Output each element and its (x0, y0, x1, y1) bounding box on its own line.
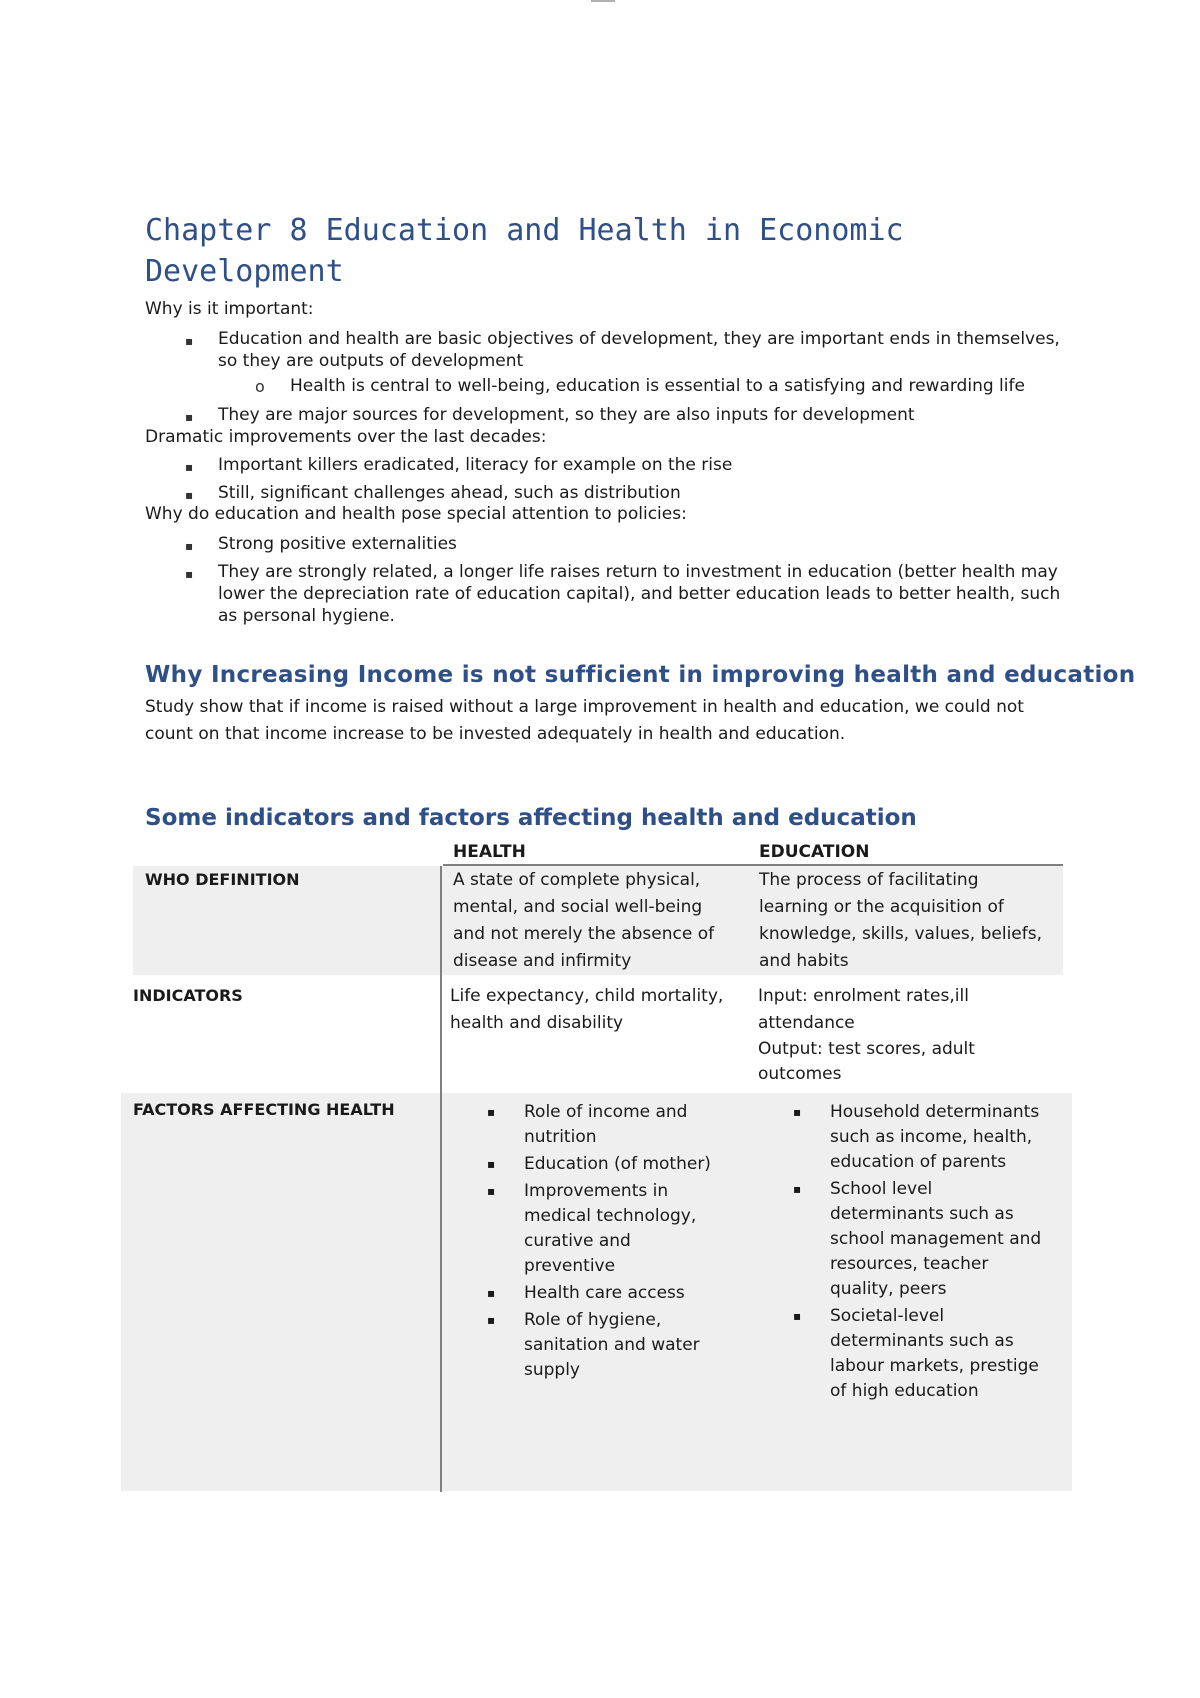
list-item (487, 1308, 727, 1383)
bullet-marker: ▪ (185, 567, 194, 581)
bullet-marker: ▪ (487, 1105, 496, 1119)
factors-health-item-5: Role of hygiene, sanitation and water supply (524, 1310, 700, 1380)
cell-who-health: A state of complete physical, mental, and social well-being and not merely the absence of disease and infirmity (453, 870, 715, 971)
chapter-title: Chapter 8 Education and Health in Economic Development (145, 213, 904, 289)
bullet-marker: ▪ (487, 1286, 496, 1300)
dramatic-bullet-2: Still, significant challenges ahead, such as distribution (218, 483, 681, 503)
bullet-marker: ▪ (185, 488, 194, 502)
section-heading-income: Why Increasing Income is not sufficient in improving health and education (145, 662, 1136, 688)
factors-health-item-3: Improvements in medical technology, curative and preventive (524, 1181, 697, 1276)
table-column-divider (440, 866, 442, 1492)
list-item (487, 1281, 727, 1306)
list-item (793, 1100, 1043, 1175)
factors-education-item-2: School level determinants such as school management and resources, teacher quality, peers (830, 1179, 1042, 1299)
row-label-factors: FACTORS AFFECTING HEALTH (133, 1100, 395, 1119)
why-important-sub-bullet: Health is central to well-being, education is essential to a satisfying and rewarding life (290, 376, 1025, 396)
row-label-who-definition: WHO DEFINITION (145, 870, 300, 889)
why-important-heading: Why is it important: (145, 299, 314, 319)
list-item (487, 1100, 727, 1150)
cell-indicators-education (758, 983, 1038, 1087)
dramatic-heading: Dramatic improvements over the last decades: (145, 427, 547, 447)
row-label-indicators: INDICATORS (133, 986, 243, 1005)
bullet-marker: ▪ (185, 539, 194, 553)
bullet-marker: ▪ (487, 1184, 496, 1198)
why-important-bullet-2: They are major sources for development, so they are also inputs for development (218, 405, 915, 425)
factors-health-item-2: Education (of mother) (524, 1154, 711, 1174)
cell-indicators-health: Life expectancy, child mortality, health and disability (450, 986, 724, 1033)
section-heading-indicators: Some indicators and factors affecting health and education (145, 805, 917, 831)
sub-bullet-marker: o (255, 377, 265, 396)
list-item (793, 1177, 1043, 1302)
factors-education-item-3: Societal-level determinants such as labour markets, prestige of high education (830, 1306, 1039, 1401)
bullet-marker: ▪ (185, 334, 194, 348)
why-important-bullet-1: Education and health are basic objectives of development, they are important ends in themselves, so they are outputs of development (218, 329, 1060, 371)
policies-heading: Why do education and health pose special attention to policies: (145, 504, 687, 524)
list-item (487, 1179, 727, 1279)
factors-health-item-1: Role of income and nutrition (524, 1102, 688, 1147)
list-item (487, 1152, 727, 1177)
cell-who-education: The process of facilitating learning or the acquisition of knowledge, skills, values, beliefs, and habits (759, 870, 1042, 971)
policies-bullet-1: Strong positive externalities (218, 534, 457, 554)
bullet-marker: ▪ (793, 1182, 802, 1196)
dramatic-bullet-1: Important killers eradicated, literacy for example on the rise (218, 455, 733, 475)
list-item (793, 1304, 1043, 1404)
column-header-education: EDUCATION (759, 842, 870, 862)
column-header-health: HEALTH (453, 842, 526, 862)
bullet-marker: ▪ (487, 1313, 496, 1327)
policies-bullet-2: They are strongly related, a longer life raises return to investment in education (better health may lower the depreciation rate of education capital), and better education leads to better health, such as personal hygiene. (218, 562, 1061, 626)
section-income-paragraph: Study show that if income is raised without a large improvement in health and education, we could not count on that income increase to be invested adequately in health and education. (145, 697, 1024, 744)
table-header-rule (443, 864, 1063, 866)
factors-education-item-1: Household determinants such as income, health, education of parents (830, 1102, 1040, 1172)
indicators-education-input: Input: enrolment rates,ill attendance (758, 986, 969, 1033)
factors-health-item-4: Health care access (524, 1283, 685, 1303)
indicators-education-output: Output: test scores, adult outcomes (758, 1039, 975, 1084)
factors-health-list (487, 1100, 727, 1385)
bullet-marker: ▪ (185, 460, 194, 474)
bullet-marker: ▪ (487, 1157, 496, 1171)
bullet-marker: ▪ (185, 410, 194, 424)
bullet-marker: ▪ (793, 1105, 802, 1119)
bullet-marker: ▪ (793, 1309, 802, 1323)
page-header-mark (591, 0, 615, 2)
factors-education-list (793, 1100, 1043, 1406)
